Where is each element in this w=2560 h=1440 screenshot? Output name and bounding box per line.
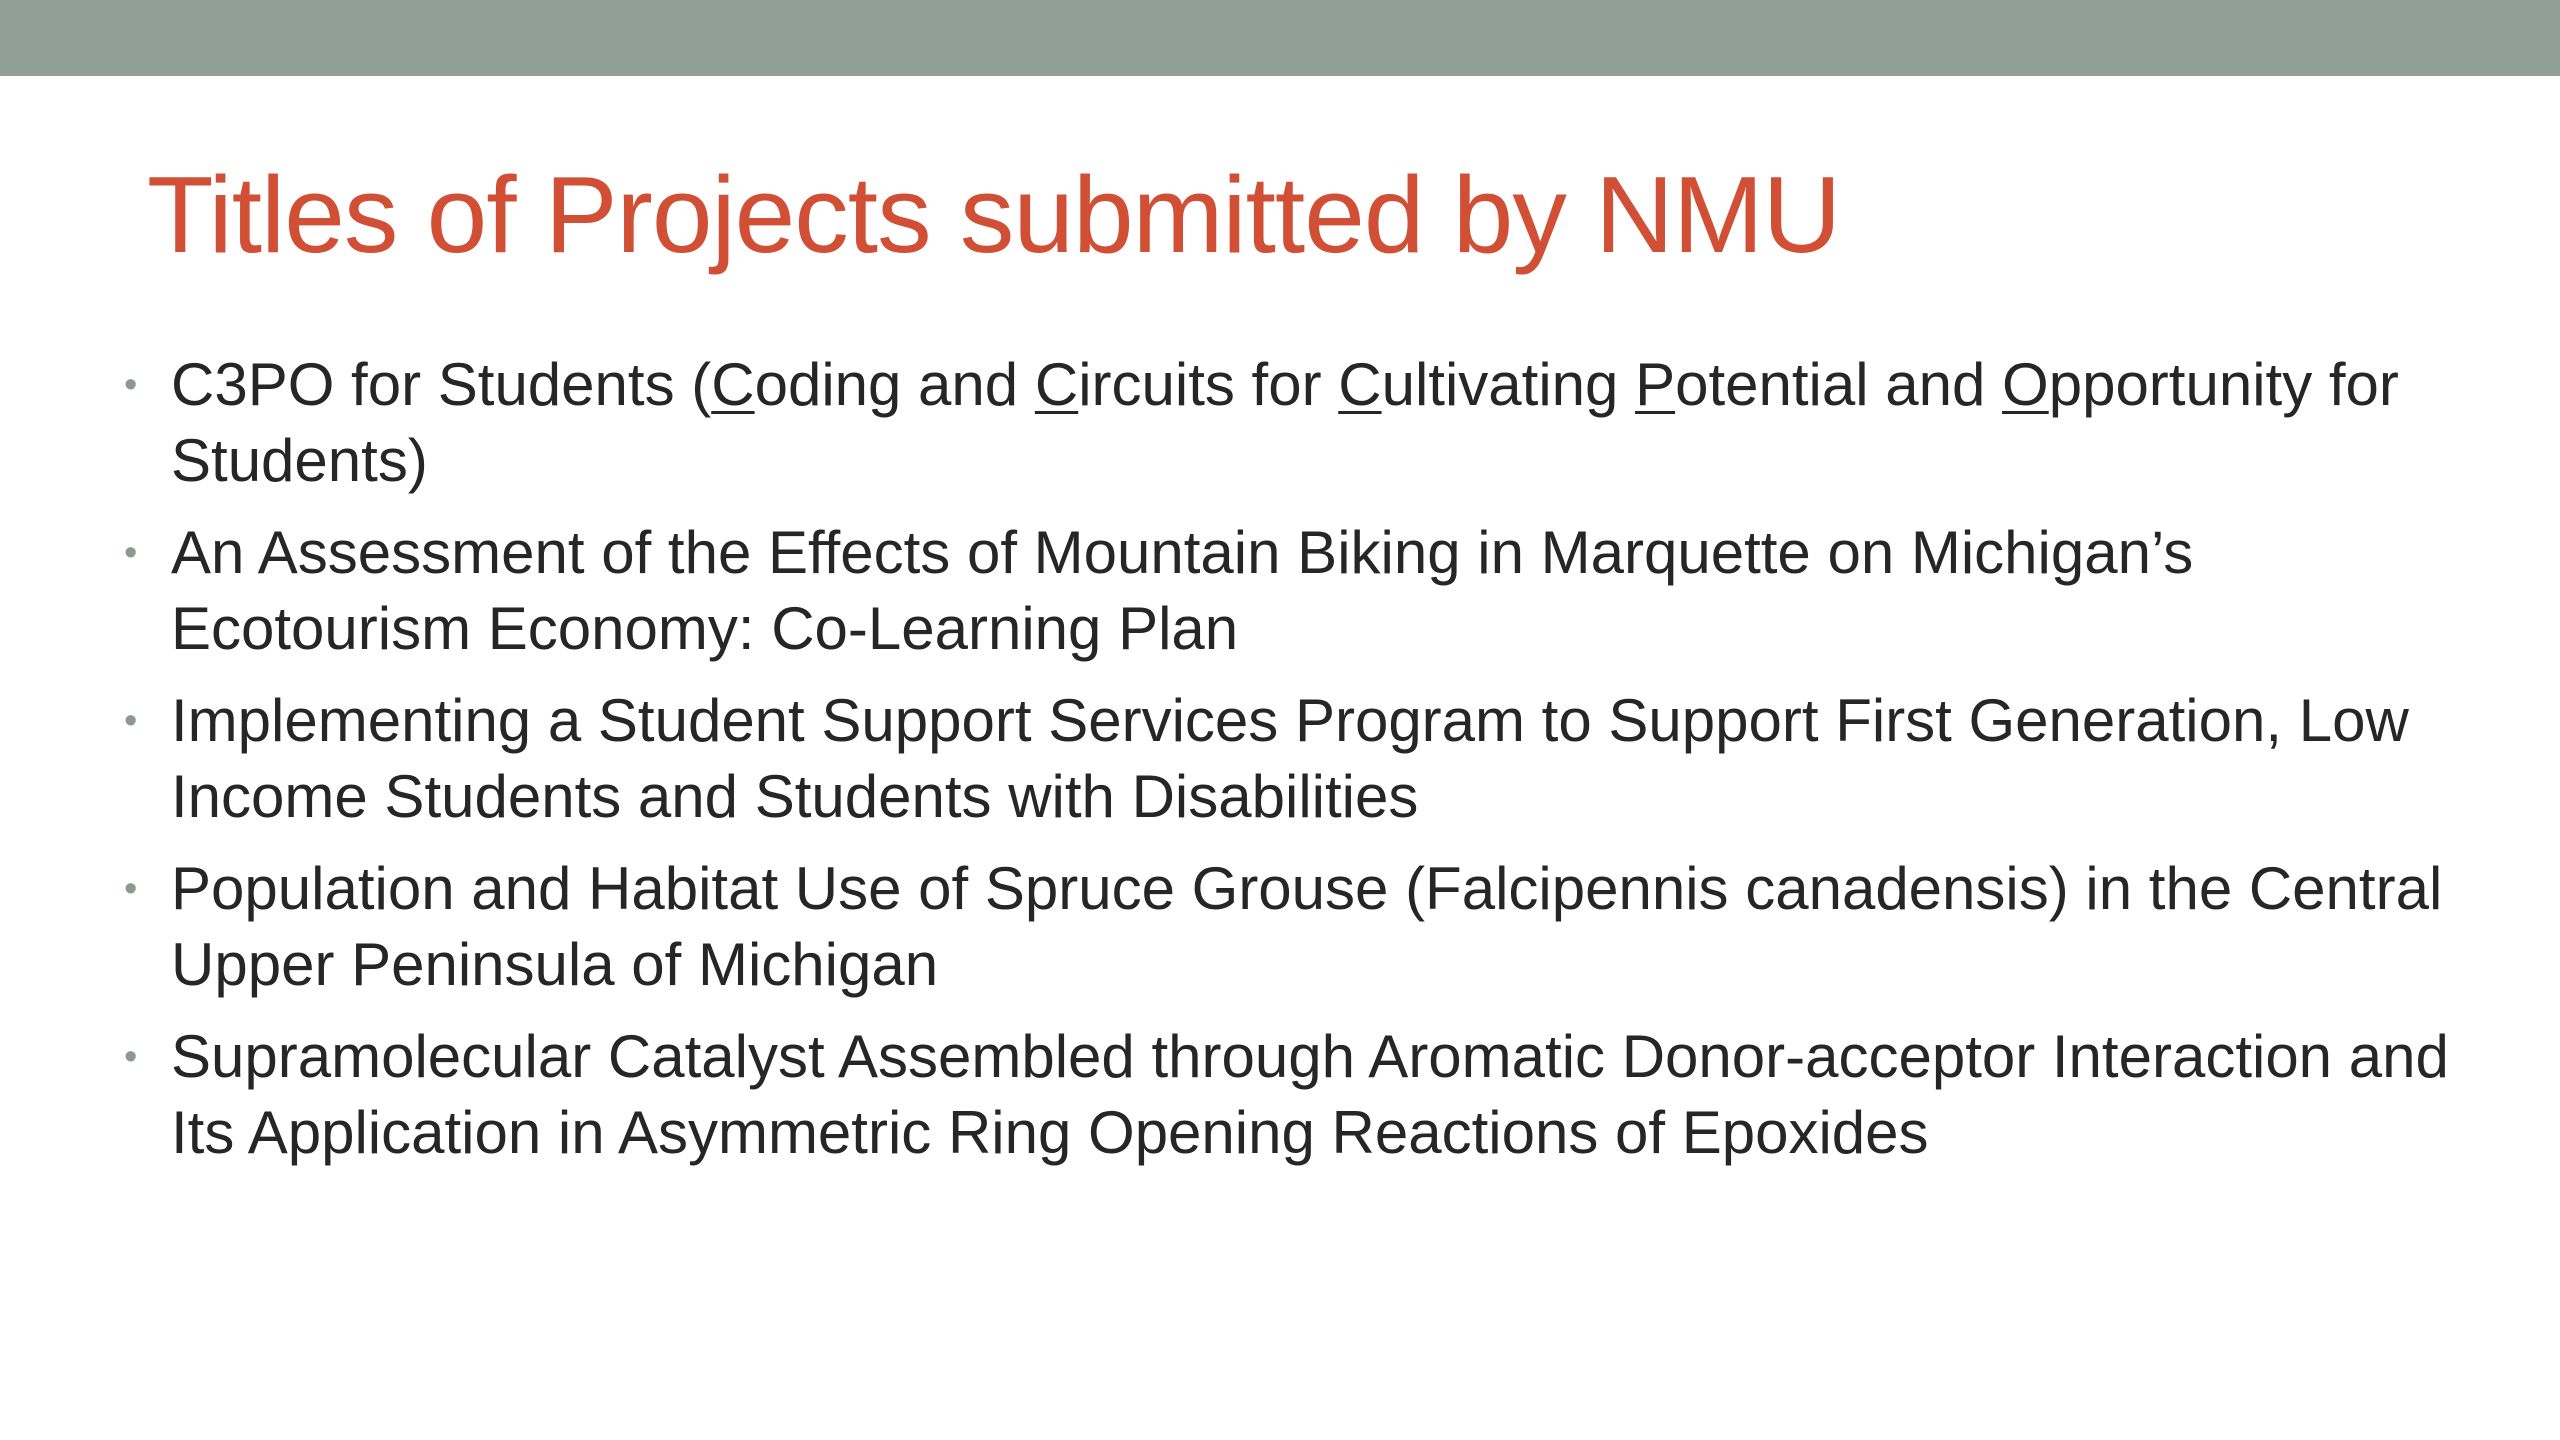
title-segment: ircuits for bbox=[1078, 351, 1339, 418]
project-title-text bbox=[171, 351, 2399, 494]
project-title-item bbox=[124, 851, 2504, 1003]
header-accent-bar bbox=[0, 0, 2560, 76]
project-title-text bbox=[171, 1023, 2449, 1166]
bullet-icon: • bbox=[124, 364, 138, 406]
project-title-item bbox=[124, 347, 2504, 499]
project-title-list bbox=[124, 347, 2504, 1187]
acronym-letter: P bbox=[1635, 351, 1676, 418]
bullet-icon: • bbox=[124, 1036, 138, 1078]
bullet-icon: • bbox=[124, 868, 138, 910]
title-segment: Population and Habitat Use of Spruce Grouse (Falcipennis canadensis) in the Central Upper Peninsula of Michigan bbox=[171, 855, 2443, 998]
acronym-letter: C bbox=[1034, 351, 1079, 418]
title-segment: oding and bbox=[754, 351, 1035, 418]
title-segment: Supramolecular Catalyst Assembled through Aromatic Donor-acceptor Interaction and Its Application in Asymmetric Ring Opening Reactions of Epoxides bbox=[171, 1023, 2449, 1166]
bullet-icon: • bbox=[124, 532, 138, 574]
project-title-item bbox=[124, 515, 2504, 667]
acronym-letter: C bbox=[711, 351, 755, 418]
title-segment: An Assessment of the Effects of Mountain Biking in Marquette on Michigan’s Ecotourism Economy: Co-Learning Plan bbox=[171, 519, 2194, 662]
acronym-letter: O bbox=[2002, 351, 2049, 418]
project-title-text bbox=[171, 855, 2442, 998]
bullet-icon: • bbox=[124, 700, 138, 742]
acronym-letter: C bbox=[1338, 351, 1382, 418]
project-title-item bbox=[124, 683, 2504, 835]
project-title-text bbox=[171, 519, 2193, 662]
project-title-item bbox=[124, 1019, 2504, 1171]
title-segment: pportunity for Students) bbox=[171, 351, 2399, 494]
title-segment: ultivating bbox=[1381, 351, 1636, 418]
title-segment: C3PO for Students ( bbox=[171, 351, 712, 418]
slide-title: Titles of Projects submitted by NMU bbox=[147, 154, 1841, 276]
title-segment: otential and bbox=[1675, 351, 2003, 418]
title-segment: Implementing a Student Support Services Program to Support First Generation, Low Income Students and Students with Disabilities bbox=[171, 687, 2409, 830]
project-title-text bbox=[171, 687, 2409, 830]
